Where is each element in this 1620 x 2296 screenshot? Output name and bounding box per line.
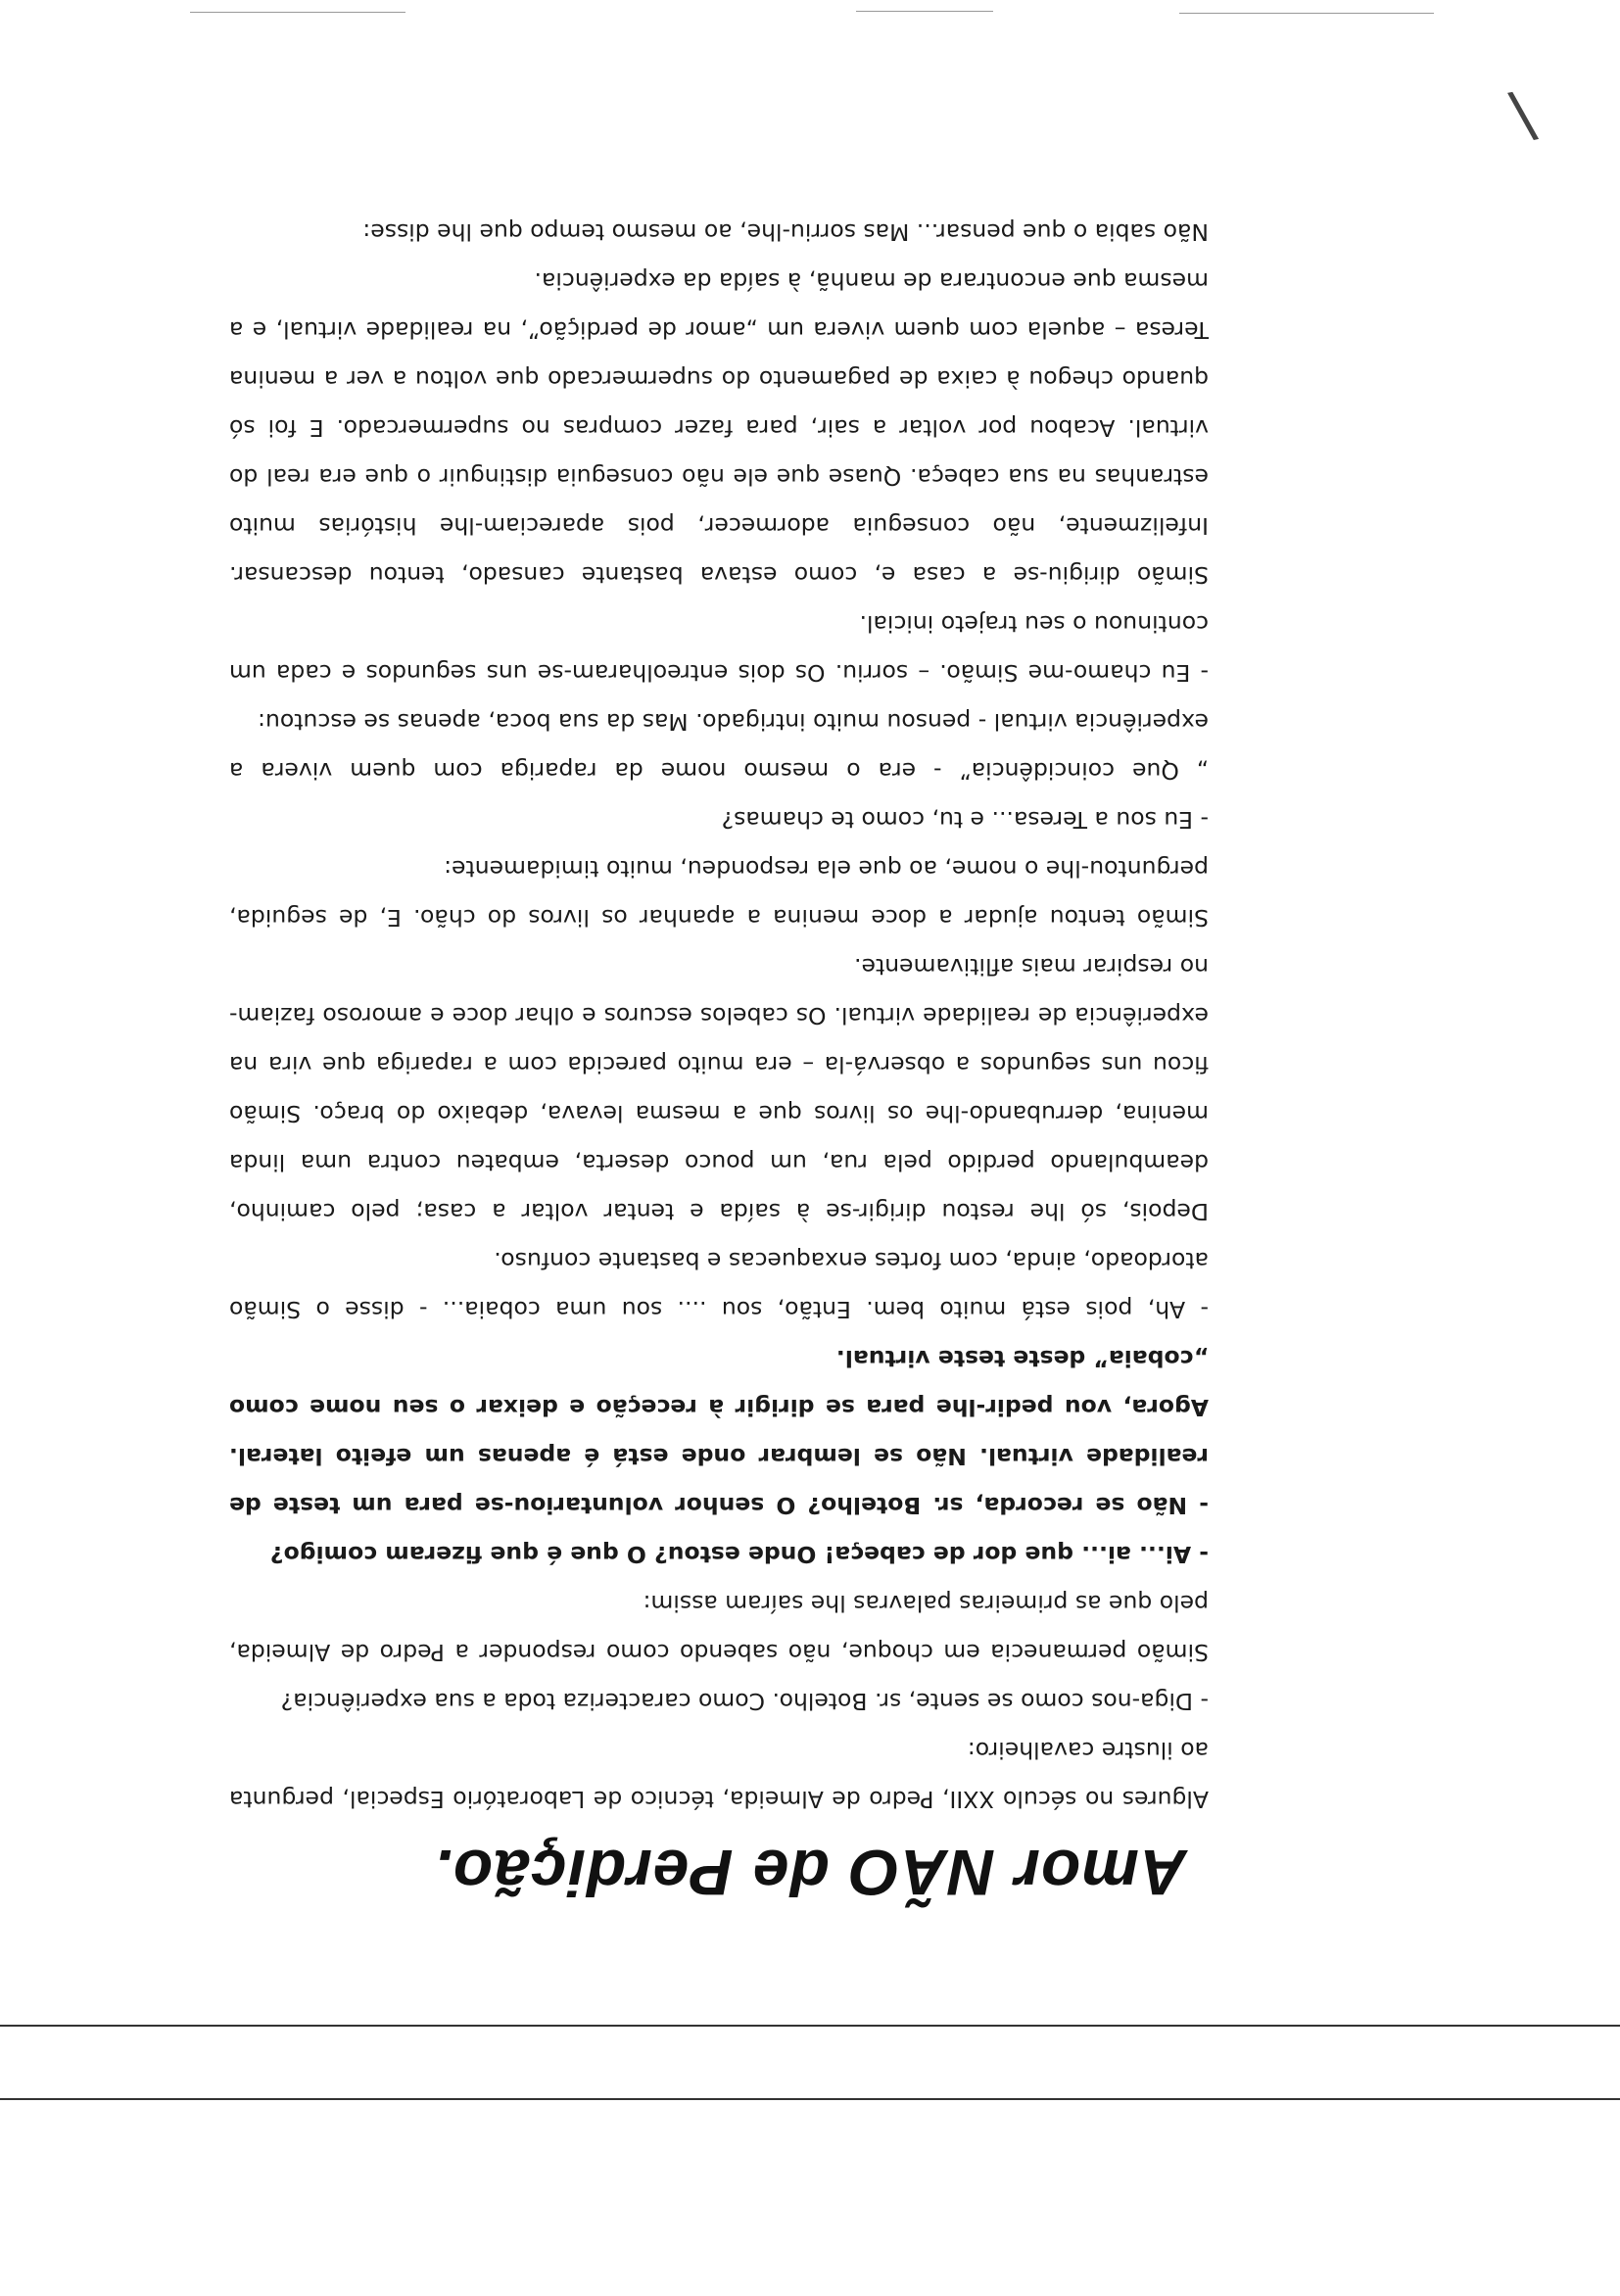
paragraph: - Diga-nos como se sente, sr. Botelho. Como caracteriza toda a sua experiência?: [280, 1688, 1209, 1715]
header-rule-upper: [0, 2098, 1620, 2100]
paragraph: - Eu sou a Teresa... e tu, como te chamas?: [721, 806, 1209, 834]
margin-pen-mark: \: [1504, 78, 1542, 155]
paragraph: - Ah, pois está muito bem. Então, sou .... sou uma cobaia... - disse o Simão atordoado, ainda, com fortes enxaquecas e bastante confuso.: [229, 1247, 1209, 1323]
story-body: [229, 208, 1209, 1824]
paragraph: - Ai... ai... que dor de cabeça! Onde estou? O que é que fizeram comigo?: [269, 1541, 1209, 1568]
paragraph: Simão tentou ajudar a doce menina a apanhar os livros do chão. E, de seguida, perguntou-lhe o nome, ao que ela respondeu, muito timidamente:: [229, 855, 1209, 932]
paragraph: - Eu chamo-me Simão. – sorriu. Os dois entreolharam-se uns segundos e cada um continuou o seu trajeto inicial.: [229, 610, 1209, 687]
scan-speck: [856, 11, 993, 12]
paragraph: Simão dirigiu-se a casa e, como estava bastante cansado, tentou descansar. Infelizmente, não conseguia adormecer, pois apareciam-lhe histórias muito estranhas na sua cabeça. Quase que ele não conseguia distinguir o que era real do virtual. Acabou por voltar a sair, para fazer compras no supermercado. E foi só quando chegou à caixa de pagamento do supermercado que voltou a ver a menina Teresa – aquela com quem vivera um „amor de perdição”, na realidade virtual, e a mesma que encontrara de manhã, à saída da experiência.: [229, 267, 1209, 589]
paragraph: Não sabia o que pensar... Mas sorriu-lhe, ao mesmo tempo que lhe disse:: [362, 218, 1209, 246]
header-rule-lower: [0, 2025, 1620, 2027]
scan-speck: [1179, 13, 1434, 14]
scan-speck: [190, 12, 405, 13]
page-title: Amor NÃO de Perdição.: [433, 1836, 1187, 1909]
paragraph: Depois, só lhe restou dirigir-se à saída e tentar voltar a casa; pelo caminho, deambulando perdido pela rua, um pouco deserta, embateu contra uma linda menina, derrubando-lhe os livros que a mesma levava, debaixo do braço. Simão ficou uns segundos a observá-la – era muito parecida com a rapariga que vira na experiência de realidade virtual. Os cabelos escuros e olhar doce e amoroso faziam-no respirar mais aflitivamente.: [229, 953, 1209, 1225]
paragraph: - Não se recorda, sr. Botelho? O senhor voluntariou-se para um teste de realidade virtual. Não se lembrar onde está é apenas um efeito lateral. Agora, vou pedir-lhe para se dirigir à receção e deixar o seu nome como „cobaia” deste teste virtual.: [229, 1345, 1209, 1519]
paragraph: „ Que coincidência” - era o mesmo nome da rapariga com quem vivera a experiência virtual - pensou muito intrigado. Mas da sua boca, apenas se escutou:: [229, 708, 1209, 785]
paragraph: Simão permanecia em choque, não sabendo como responder a Pedro de Almeida, pelo que as primeiras palavras lhe saíram assim:: [229, 1590, 1209, 1666]
paragraph: Algures no século XXII, Pedro de Almeida, técnico de Laboratório Especial, pergunta ao ilustre cavalheiro:: [229, 1737, 1209, 1813]
